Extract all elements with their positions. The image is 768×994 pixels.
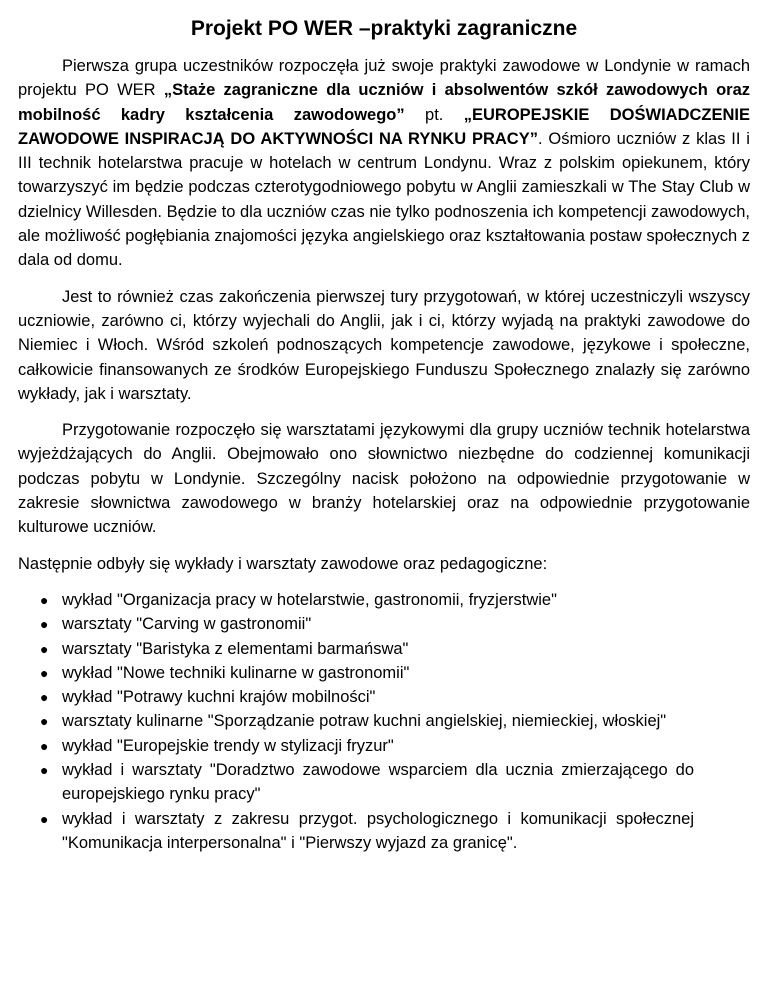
list-item-text: wykład i warsztaty z zakresu przygot. psychologicznego i komunikacji społecznej "Komunikacja interpersonalna" i "Pierwszy wyjazd za granicę". xyxy=(62,809,694,852)
bullet-icon: ● xyxy=(40,713,49,730)
bullet-icon: ● xyxy=(40,640,49,657)
list-item xyxy=(40,685,750,709)
list-item xyxy=(40,807,750,856)
list-item xyxy=(40,588,750,612)
bullet-icon: ● xyxy=(40,689,49,706)
paragraph-1-rest: . Ośmioro uczniów z klas II i III technik hotelarstwa pracuje w hotelach w centrum Londynu. Wraz z polskim opiekunem, który towarzyszyć im będzie podczas czterotygodniowego pobytu w Anglii zamieszkali w The Stay Club w dzielnicy Willesden. Będzie to dla uczniów czas nie tylko podnoszenia ich kompetencji zawodowych, ale możliwość pogłębiania znajomości języka angielskiego oraz kształtowania postaw społecznych z dala od domu. xyxy=(18,129,750,270)
list-item-text: wykład "Potrawy kuchni krajów mobilności" xyxy=(62,688,376,707)
training-list xyxy=(18,588,750,855)
document-title: Projekt PO WER –praktyki zagraniczne xyxy=(190,17,578,40)
list-item xyxy=(40,661,750,685)
list-item-text: wykład i warsztaty "Doradztwo zawodowe wsparciem dla ucznia zmierzającego do europejskiego rynku pracy" xyxy=(62,761,694,804)
paragraph-1 xyxy=(18,54,750,273)
paragraph-1-intro: Pierwsza grupa uczestników rozpoczęła już swoje praktyki zawodowe w Londynie w ramach projektu PO WER xyxy=(18,57,750,100)
paragraph-3: Przygotowanie rozpoczęło się warsztatami językowymi dla grupy uczniów technik hotelarstwa wyjeżdżających do Anglii. Obejmowało ono słownictwo niezbędne do codziennej komunikacji podczas pobytu w Londynie. Szczególny nacisk położono na odpowiednie przygotowanie w zakresie słownictwa zawodowego w branży hotelarskiej oraz na odpowiednie przygotowanie kulturowe uczniów. xyxy=(18,421,750,537)
list-item xyxy=(40,734,750,758)
bullet-icon: ● xyxy=(40,762,49,779)
bullet-icon: ● xyxy=(40,616,49,633)
list-item-text: warsztaty "Carving w gastronomii" xyxy=(62,615,312,634)
project-title: „EUROPEJSKIE DOŚWIADCZENIE ZAWODOWE INSPIRACJĄ DO AKTYWNOŚCI NA RYNKU PRACY” xyxy=(18,105,750,148)
list-item-text: wykład "Europejskie trendy w stylizacji fryzur" xyxy=(62,736,394,755)
list-item-text: wykład "Nowe techniki kulinarne w gastronomii" xyxy=(62,663,410,682)
bullet-icon: ● xyxy=(40,664,49,681)
list-item-text: warsztaty "Baristyka z elementami barmańswa" xyxy=(62,639,409,658)
list-item xyxy=(40,612,750,636)
bullet-icon: ● xyxy=(40,810,49,827)
bullet-icon: ● xyxy=(40,591,49,608)
bullet-icon: ● xyxy=(40,737,49,754)
list-item xyxy=(40,758,750,807)
list-item-text: warsztaty kulinarne "Sporządzanie potraw kuchni angielskiej, niemieckiej, włoskiej" xyxy=(62,712,667,731)
project-name: „Staże zagraniczne dla uczniów i absolwentów szkół zawodowych oraz mobilność kadry kształcenia zawodowego” xyxy=(18,81,750,124)
list-intro: Następnie odbyły się wykłady i warsztaty zawodowe oraz pedagogiczne: xyxy=(18,554,548,573)
paragraph-1-pt: pt. xyxy=(404,105,464,124)
list-item xyxy=(40,637,750,661)
paragraph-2: Jest to również czas zakończenia pierwszej tury przygotowań, w której uczestniczyli wszyscy uczniowie, zarówno ci, którzy wyjechali do Anglii, jak i ci, którzy wyjadą na praktyki zawodowe do Niemiec i Włoch. Wśród szkoleń podnoszących kompetencje zawodowe, językowe i społeczne, całkowicie finansowanych ze środków Europejskiego Funduszu Społecznego znalazły się zarówno wykłady, jak i warsztaty. xyxy=(18,287,750,403)
list-item xyxy=(40,709,750,733)
list-item-text: wykład "Organizacja pracy w hotelarstwie, gastronomii, fryzjerstwie" xyxy=(62,590,557,609)
